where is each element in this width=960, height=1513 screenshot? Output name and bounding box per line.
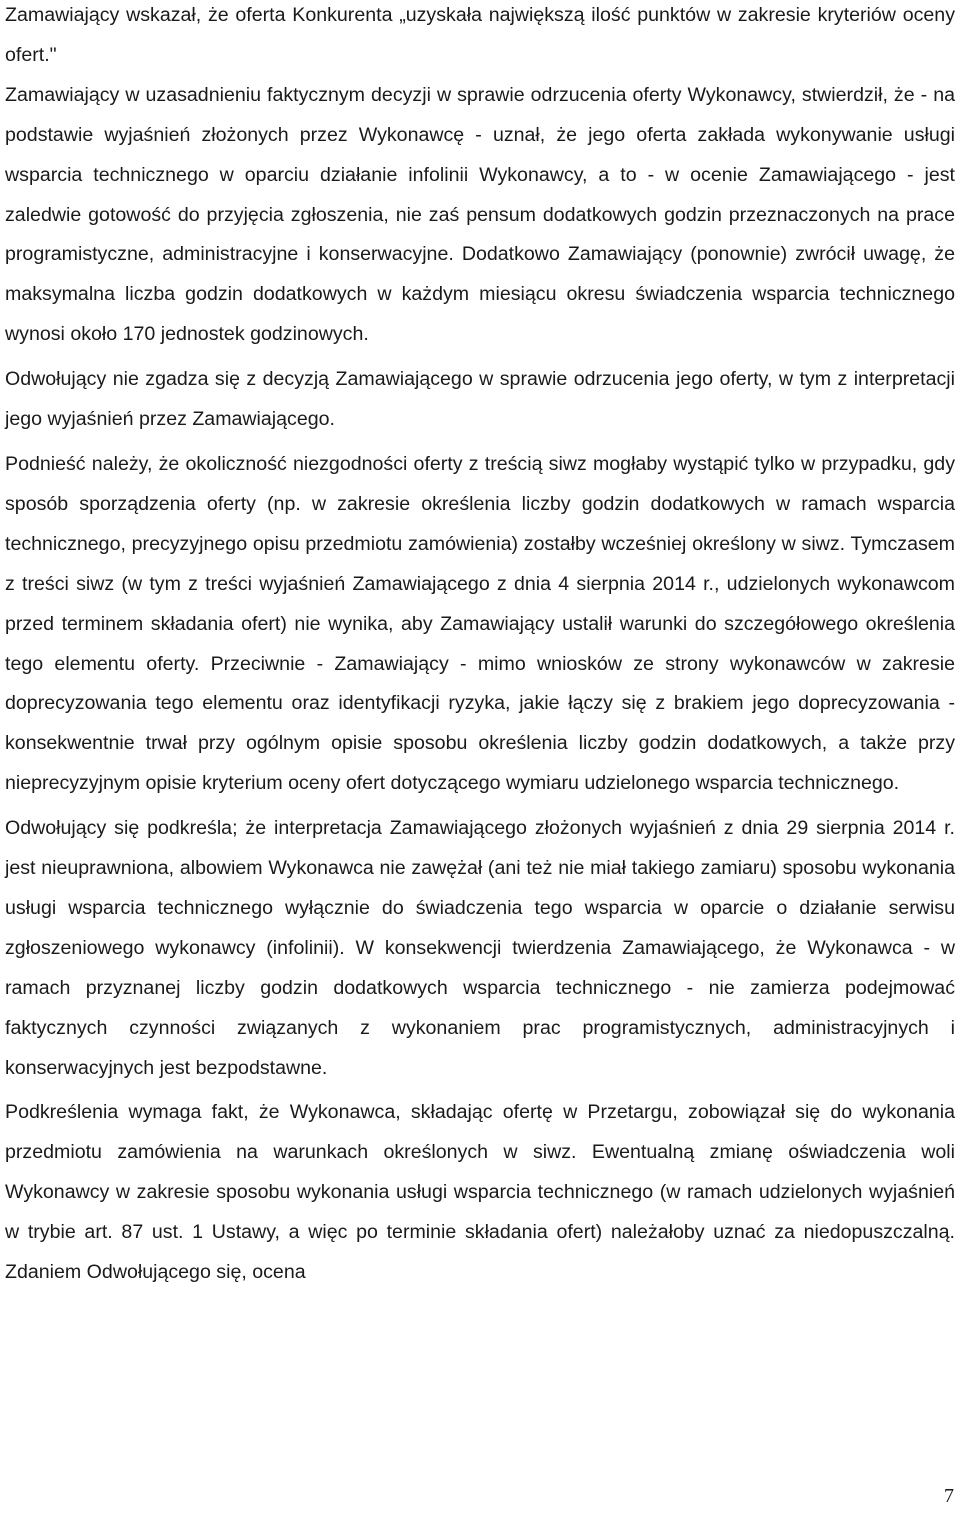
document-body [5,0,955,1293]
paragraph-1: Zamawiający wskazał, że oferta Konkurenta „uzyskała największą ilość punktów w zakresie kryteriów oceny ofert." [5,4,955,66]
page-number: 7 [944,1485,954,1507]
paragraph-5: Odwołujący się podkreśla; że interpretacja Zamawiającego złożonych wyjaśnień z dnia 29 sierpnia 2014 r. jest nieuprawniona, albowiem Wykonawca nie zawężał (ani też nie miał takiego zamiaru) sposobu wykonania usługi wsparcia technicznego wyłącznie do świadczenia tego wsparcia w oparcie o działanie serwisu zgłoszeniowego wykonawcy (infolinii). W konsekwencji twierdzenia Zamawiającego, że Wykonawca - w ramach przyznanej liczby godzin dodatkowych wsparcia technicznego - nie zamierza podejmować faktycznych czynności związanych z wykonaniem prac programistycznych, administracyjnych i konserwacyjnych jest bezpodstawne. [5,817,955,1079]
paragraph-6: Podkreślenia wymaga fakt, że Wykonawca, składając ofertę w Przetargu, zobowiązał się do wykonania przedmiotu zamówienia na warunkach określonych w siwz. Ewentualną zmianę oświadczenia woli Wykonawcy w zakresie sposobu wykonania usługi wsparcia technicznego (w ramach udzielonych wyjaśnień w trybie art. 87 ust. 1 Ustawy, a więc po terminie składania ofert) należałoby uznać za niedopuszczalną. Zdaniem Odwołującego się, ocena [5,1101,955,1284]
paragraph-2: Zamawiający w uzasadnieniu faktycznym decyzji w sprawie odrzucenia oferty Wykonawcy, stwierdził, że - na podstawie wyjaśnień złożonych przez Wykonawcę - uznał, że jego oferta zakłada wykonywanie usługi wsparcia technicznego w oparciu działanie infolinii Wykonawcy, a to - w ocenie Zamawiającego - jest zaledwie gotowość do przyjęcia zgłoszenia, nie zaś pensum dodatkowych godzin przeznaczonych na prace programistyczne, administracyjne i konserwacyjne. Dodatkowo Zamawiający (ponownie) zwrócił uwagę, że maksymalna liczba godzin dodatkowych w każdym miesiącu okresu świadczenia wsparcia technicznego wynosi około 170 jednostek godzinowych. [5,83,955,346]
paragraph-3: Odwołujący nie zgadza się z decyzją Zamawiającego w sprawie odrzucenia jego oferty, w tym z interpretacji jego wyjaśnień przez Zamawiającego. [5,368,955,431]
paragraph-4: Podnieść należy, że okoliczność niezgodności oferty z treścią siwz mogłaby wystąpić tylko w przypadku, gdy sposób sporządzenia oferty (np. w zakresie określenia liczby godzin dodatkowych w ramach wsparcia technicznego, precyzyjnego opisu przedmiotu zamówienia) zostałby wcześniej określony w siwz. Tymczasem z treści siwz (w tym z treści wyjaśnień Zamawiającego z dnia 4 sierpnia 2014 r., udzielonych wykonawcom przed terminem składania ofert) nie wynika, aby Zamawiający ustalił warunki do szczegółowego określenia tego elementu oferty. Przeciwnie - Zamawiający - mimo wniosków ze strony wykonawców w zakresie doprecyzowania tego elementu oraz identyfikacji ryzyka, jakie łączy się z brakiem jego doprecyzowania - konsekwentnie trwał przy ogólnym opisie sposobu określenia liczby godzin dodatkowych, a także przy nieprecyzyjnym opisie kryterium oceny ofert dotyczącego wymiaru udzielonego wsparcia technicznego. [5,452,955,795]
